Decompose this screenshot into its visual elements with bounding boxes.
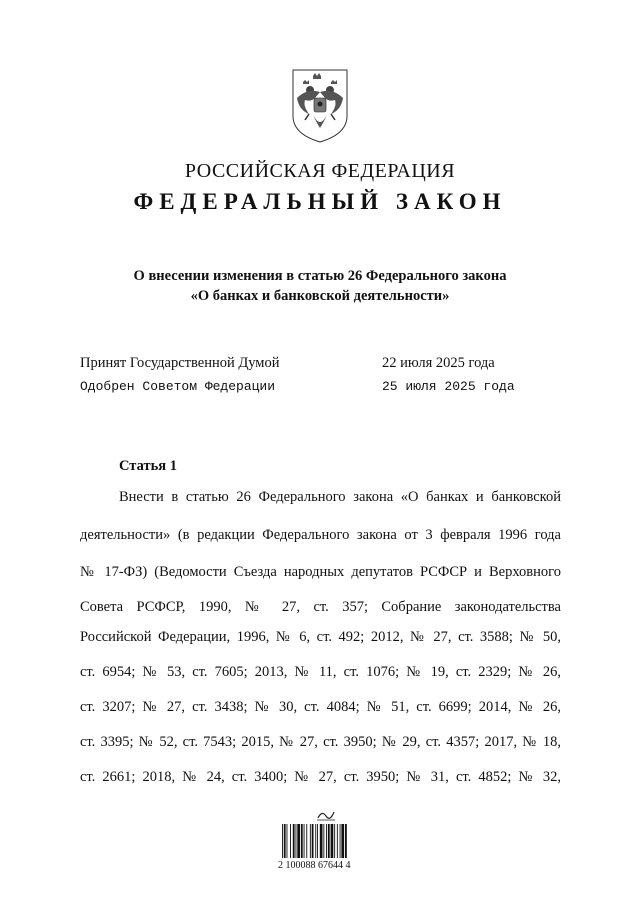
- barcode: [278, 808, 372, 878]
- article-text-line: деятельности» (в редакции Федерального закона от 3 февраля 1996 года: [80, 527, 561, 543]
- adoption-label: Одобрен Советом Федерации: [80, 379, 276, 394]
- article-text-line: Совета РСФСР, 1990, № 27, ст. 357; Собрание законодательства: [80, 599, 561, 615]
- law-title: [0, 266, 640, 306]
- adoption-label: Принят Государственной Думой: [80, 355, 280, 371]
- article-text-line: ст. 6954; № 53, ст. 7605; 2013, № 11, ст. 1076; № 19, ст. 2329; № 26,: [80, 664, 561, 680]
- law-title-line-2: «О банках и банковской деятельности»: [190, 288, 450, 304]
- article-text-line: № 17-ФЗ) (Ведомости Съезда народных депутатов РСФСР и Верховного: [80, 564, 561, 580]
- barcode-icon: [282, 824, 368, 858]
- barcode-mark-icon: [316, 808, 336, 822]
- law-title-line-1: О внесении изменения в статью 26 Федерального закона: [133, 268, 507, 284]
- adoption-date: 22 июля 2025 года: [382, 355, 495, 371]
- article-text-line: Российской Федерации, 1996, № 6, ст. 492; 2012, № 27, ст. 3588; № 50,: [80, 629, 561, 645]
- article-text-line: ст. 2661; 2018, № 24, ст. 3400; № 27, ст. 3950; № 31, ст. 4852; № 32,: [80, 769, 561, 785]
- article-heading: Статья 1: [119, 458, 177, 474]
- article-text-line: ст. 3395; № 52, ст. 7543; 2015, № 27, ст. 3950; № 29, ст. 4357; 2017, № 18,: [80, 734, 561, 750]
- article-text-line: Внести в статью 26 Федерального закона «О банках и банковской: [119, 489, 561, 505]
- country-name: РОССИЙСКАЯ ФЕДЕРАЦИЯ: [184, 160, 456, 182]
- coat-of-arms-icon: [289, 68, 351, 144]
- document-type: ФЕДЕРАЛЬНЫЙ ЗАКОН: [133, 189, 507, 214]
- adoption-date: 25 июля 2025 года: [382, 379, 515, 394]
- barcode-number: 2 100088 67644 4: [278, 860, 351, 871]
- article-text-line: ст. 3207; № 27, ст. 3438; № 30, ст. 4084; № 51, ст. 6699; 2014, № 26,: [80, 699, 561, 715]
